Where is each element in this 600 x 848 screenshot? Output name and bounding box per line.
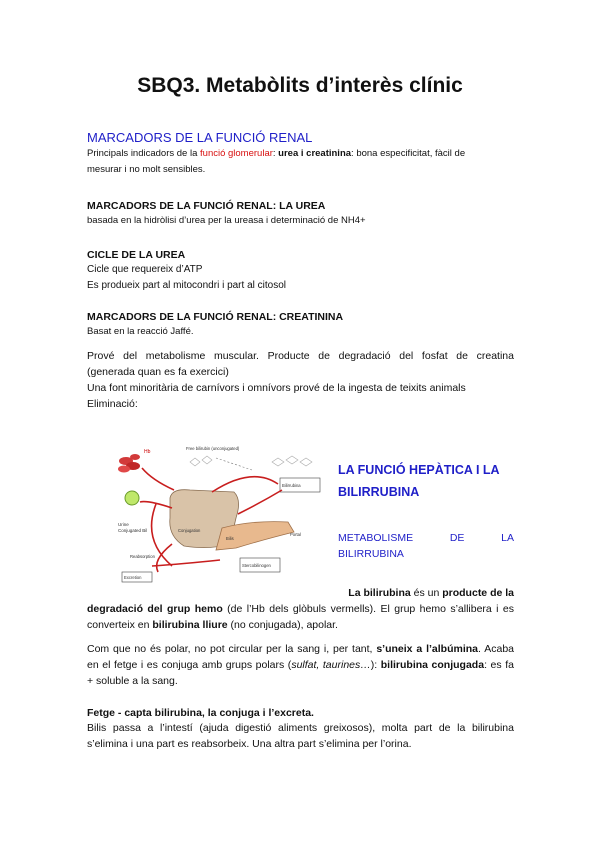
fetge-heading: Fetge - capta bilirubina, la conjuga i l’excreta.	[87, 707, 314, 719]
cicle-text	[87, 262, 286, 294]
creatinina-p3: Eliminació:	[87, 398, 138, 410]
creatinina-sub: Basat en la reacció Jaffé.	[87, 326, 194, 337]
renal-intro-post: : bona especificitat, fàcil de	[351, 148, 466, 159]
la-word: LA	[501, 532, 514, 544]
fetge-paragraph	[87, 720, 514, 752]
polar-line2: en el fetge i es conjuga amb grups polars (sulfat, taurines…): bilirubina conjugada: es fa	[87, 659, 514, 671]
conjugation-label: Conjugation	[178, 528, 201, 533]
bilirubin-metabolism-diagram	[112, 440, 336, 586]
bilirubin-line1: La bilirubina és un producte de la	[348, 587, 514, 599]
creatinina-paragraph	[87, 348, 514, 412]
excretion-label: Excretion	[124, 575, 142, 580]
portal-label: Portal	[290, 532, 301, 537]
fetge-line2: s’elimina i una part es reabsorbeix. Una altra part s’elimina per l’orina.	[87, 738, 412, 750]
bilirrubina-word: BILIRRUBINA	[338, 548, 404, 560]
polar-line3: + soluble a la sang.	[87, 675, 178, 687]
conjugated-bil-label: Conjugated Bil	[118, 528, 148, 533]
creatinina-p1b: (generada quan es fa exercici)	[87, 366, 229, 378]
creatinina-p1: Prové del metabolisme muscular. Producte de degradació del fosfat de creatina	[87, 350, 514, 362]
fetge-line1: Bilis passa a l’intestí (ajuda digestió aliments greixosos), molta part de la bilirubina	[87, 722, 514, 734]
renal-intro-pre: Principals indicadors de la	[87, 148, 201, 159]
renal-heading: MARCADORS DE LA FUNCIÓ RENAL	[87, 130, 313, 145]
hb-label: Hb	[144, 449, 151, 455]
albumin-bilirubin-label: Bilirrubina	[282, 483, 301, 488]
bilirubin-molecule-icon	[190, 456, 312, 466]
stercobilinogen-label: Stercobilinogen	[242, 563, 271, 568]
hepatica-heading-line1: LA FUNCIÓ HEPÀTICA I LA	[338, 463, 500, 477]
creatinina-heading: MARCADORS DE LA FUNCIÓ RENAL: CREATININA	[87, 311, 344, 323]
creatinina-p2: Una font minoritària de carnívors i omnívors prové de la ingesta de teixits animals	[87, 382, 466, 394]
urine-label: Urine	[118, 522, 129, 527]
urea-heading: MARCADORS DE LA FUNCIÓ RENAL: LA UREA	[87, 200, 326, 212]
polar-paragraph	[87, 641, 514, 689]
renal-intro-colon: :	[272, 148, 279, 159]
kidney-icon	[125, 491, 139, 505]
page-title: SBQ3. Metabòlits d’interès clínic	[137, 74, 463, 97]
hepatica-heading	[338, 459, 500, 503]
reabsorption-label: Reabsorption	[130, 554, 155, 559]
cicle-line2: Es produeix part al mitocondri i part al citosol	[87, 280, 286, 291]
de-word: DE	[449, 532, 465, 544]
renal-intro	[87, 146, 527, 178]
bilirubin-paragraph	[87, 585, 514, 633]
renal-intro-bold: urea i creatinina	[278, 148, 352, 159]
bilis-label: Bilis	[226, 536, 234, 541]
cicle-heading: CICLE DE LA UREA	[87, 249, 186, 261]
renal-intro-red: funció glomerular	[200, 148, 273, 159]
hepatica-heading-line2: BILIRRUBINA	[338, 485, 420, 499]
cicle-line1: Cicle que requereix d’ATP	[87, 264, 203, 275]
red-blood-cells-icon	[118, 454, 140, 473]
urea-text: basada en la hidròlisi d’urea per la ureasa i determinació de NH4+	[87, 215, 366, 226]
bilirubin-line2: degradació del grup hemo (de l’Hb dels glòbuls vermells). El grup hemo s’allibera i es	[87, 603, 514, 615]
bilirubin-line3: converteix en bilirubina lliure (no conjugada), apolar.	[87, 619, 338, 631]
renal-intro-line2: mesurar i no molt sensibles.	[87, 164, 206, 175]
metabolisme-word: METABOLISME	[338, 532, 414, 544]
free-bilirubin-label: Free bilirubin (unconjugated)	[186, 446, 240, 451]
polar-line1: Com que no és polar, no pot circular per la sang i, per tant, s’uneix a l’albúmina. Acaba	[87, 643, 515, 655]
metabolisme-subheading	[338, 530, 514, 562]
